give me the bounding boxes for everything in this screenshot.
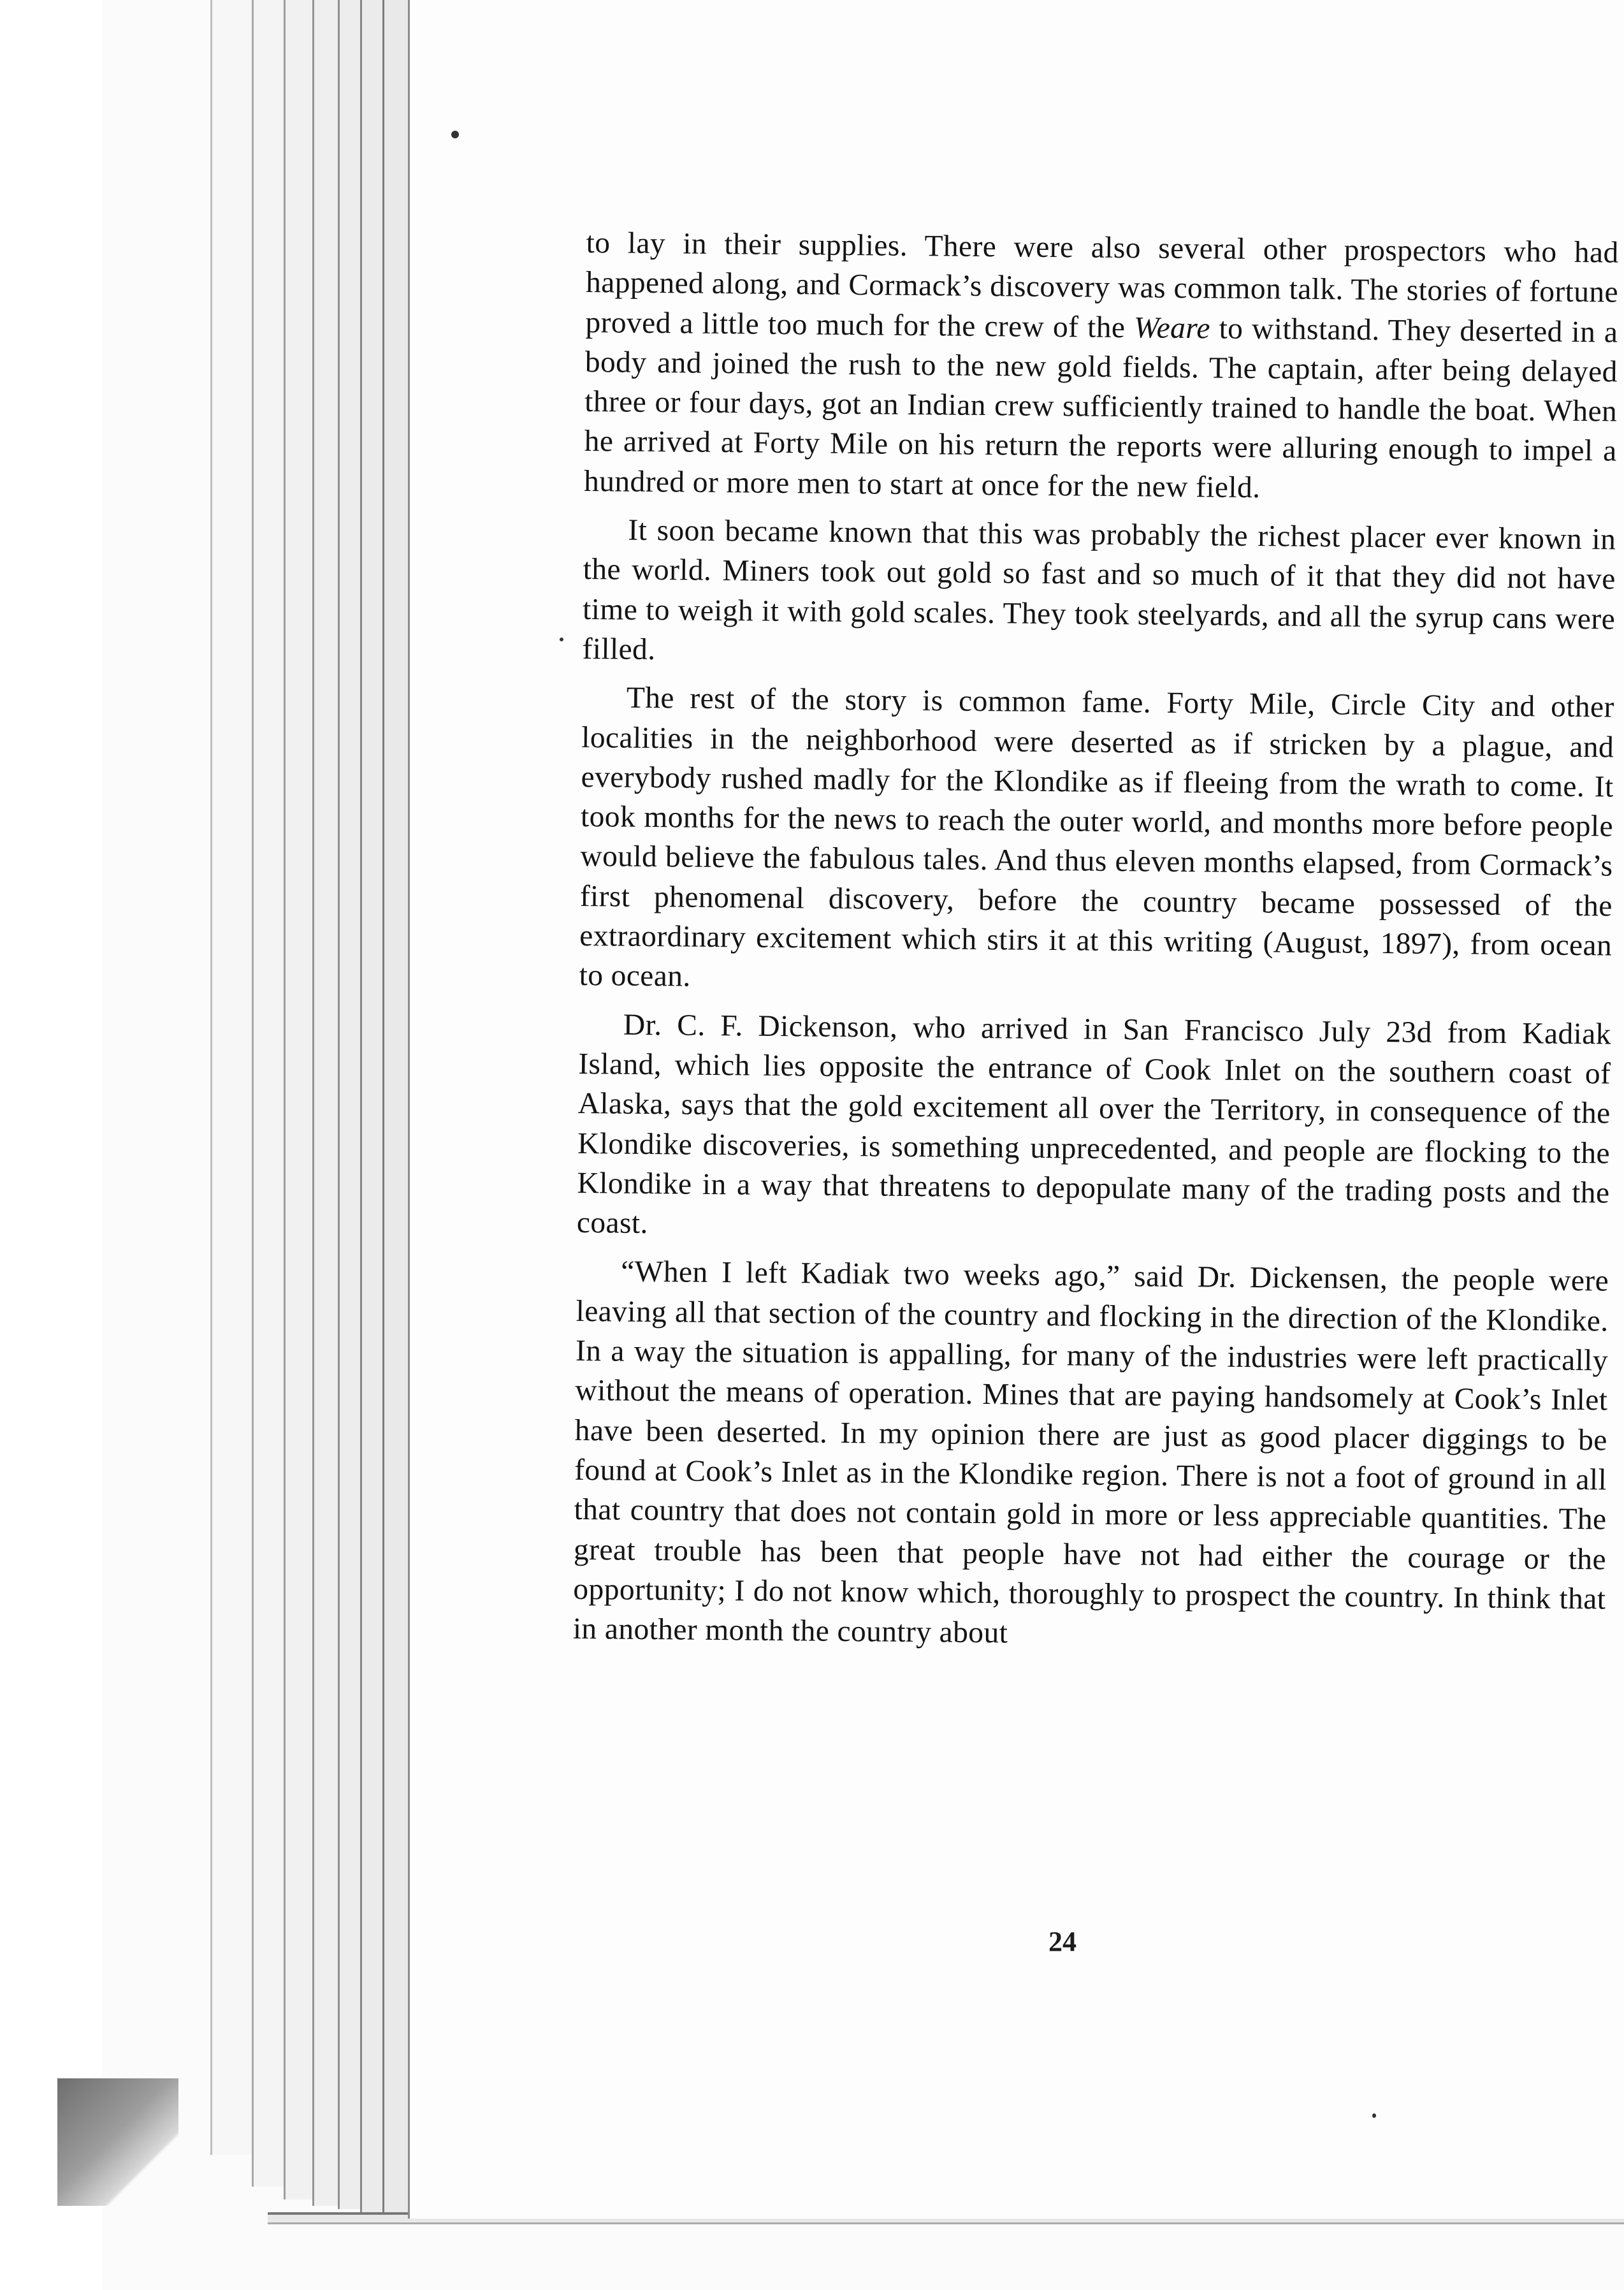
paragraph (577, 1005, 1612, 1253)
page-edge (382, 0, 410, 2213)
text-run: It soon became known that this was probably the richest placer ever known in the world. Miners took out gold so fast and so much of it that they did not have time to weigh it with gold scales. They took steelyards, and all the syrup cans were filled. (582, 513, 1616, 667)
outer-margin (0, 0, 102, 2290)
ink-speck (451, 131, 459, 138)
text-run: to withstand. They deserted in a body and joined the rush to the new gold fields. The captain, after being delayed three or four days, got an Indian crew sufficiently trained to handle the boat. When he arrived at Forty Mile on his return the reports were alluring enough to impel a hundred or more men to start at once for the new field. (583, 311, 1618, 504)
text-run: Dr. C. F. Dickenson, who arrived in San Francisco July 23d from Kadiak Island, which lies opposite the entrance of Cook Inlet on the southern coast of Alaska, says that the gold excitement all over the Territory, in consequence of the Klondike discoveries, is something unprecedented, and people are flocking to the Klondike in a way that threatens to depopulate many of the trading posts and the coast. (576, 1008, 1612, 1241)
italic-text: Weare (1133, 310, 1211, 345)
paragraph (579, 678, 1614, 1005)
paragraph (584, 223, 1619, 511)
page-number: 24 (1048, 1926, 1077, 1957)
paragraph (582, 510, 1616, 679)
ink-speck (560, 638, 563, 641)
ink-speck (1372, 2113, 1376, 2118)
text-run: to lay in their supplies. There were also several other prospectors who had happened along, and Cormack’s discovery was common talk. The stories of fortune proved a little too much for the crew of the (585, 226, 1619, 344)
page-corner-shadow (57, 2078, 178, 2206)
body-text (572, 223, 1619, 1668)
text-run: “When I left Kadiak two weeks ago,” said Dr. Dickensen, the people were leaving all that section of the country and flocking in the direction of the Klondike. In a way the situation is appalling, for many of the industries were left practically without the means of operation. Mines that are paying handsomely at Cook’s Inlet have been deserted. In my opinion there are just as good placer diggings to be found at Cook’s Inlet as in the Klondike region. There is not a foot of ground in all that country that does not contain gold in more or less appreciable quantities. The great trouble has been that people have not had either the courage or the opportunity; I do not know which, thoroughly to prospect the country. In think that in another month the country about (572, 1255, 1609, 1650)
paragraph (573, 1251, 1609, 1658)
text-run: The rest of the story is common fame. Forty Mile, Circle City and other localities in the neighborhood were deserted as if stricken by a plague, and everybody rushed madly for the Klondike as if fleeing from the wrath to come. It took months for the news to reach the outer world, and months more before people would believe the fabulous tales. And thus eleven months elapsed, from Cormack’s first phenomenal discovery, before the country became possessed of the extraordinary excitement which stirs it at this writing (August, 1897), from ocean to ocean. (579, 681, 1615, 993)
